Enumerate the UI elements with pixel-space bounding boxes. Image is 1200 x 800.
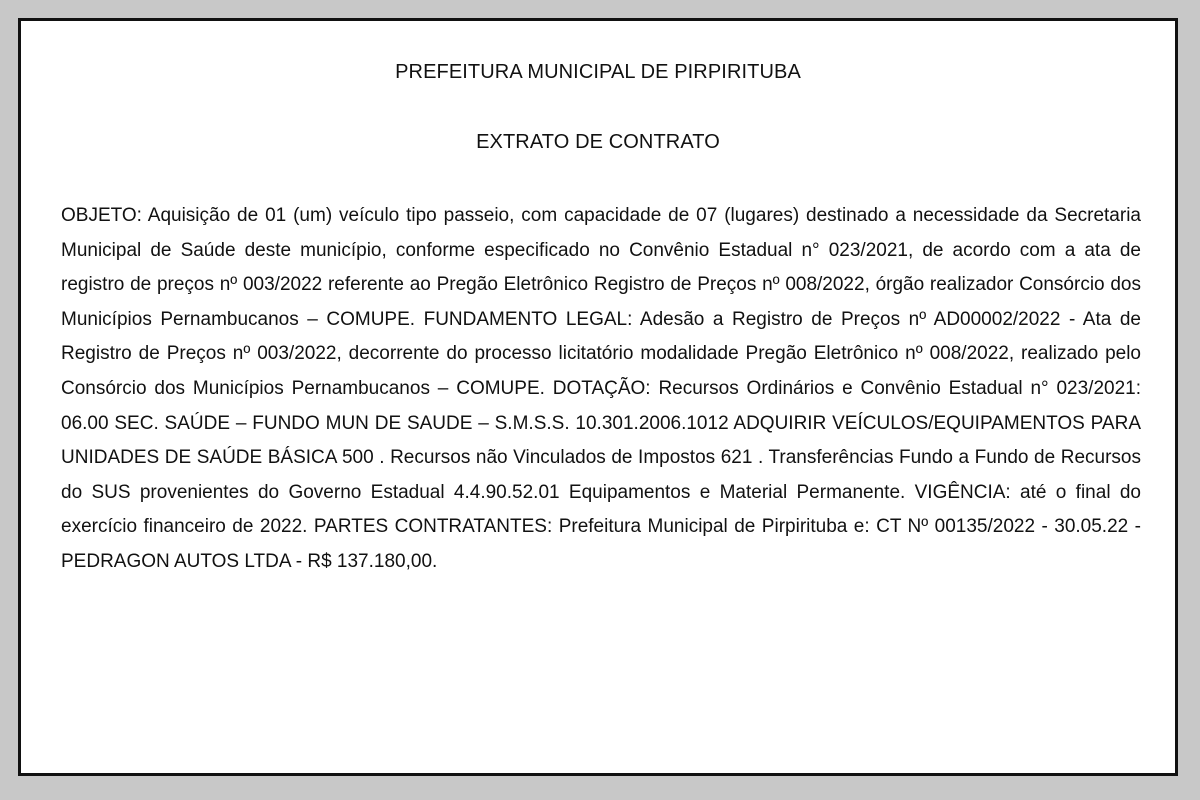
document-frame [18,18,1178,776]
document-title: EXTRATO DE CONTRATO [476,131,720,153]
contract-body-text: OBJETO: Aquisição de 01 (um) veículo tipo passeio, com capacidade de 07 (lugares) destinado a necessidade da Secretaria Municipal de Saúde deste município, conforme especificado no Convênio Estadual n° 023/2021, de acordo com a ata de registro de preços nº 003/2022 referente ao Pregão Eletrônico Registro de Preços nº 008/2022, órgão realizador Consórcio dos Municípios Pernambucanos – COMUPE. FUNDAMENTO LEGAL: Adesão a Registro de Preços nº AD00002/2022 - Ata de Registro de Preços nº 003/2022, decorrente do processo licitatório modalidade Pregão Eletrônico nº 008/2022, realizado pelo Consórcio dos Municípios Pernambucanos – COMUPE. DOTAÇÃO: Recursos Ordinários e Convênio Estadual n° 023/2021: 06.00 SEC. SAÚDE – FUNDO MUN DE SAUDE – S.M.S.S. 10.301.2006.1012 ADQUIRIR VEÍCULOS/EQUIPAMENTOS PARA UNIDADES DE SAÚDE BÁSICA 500 . Recursos não Vinculados de Impostos 621 . Transferências Fundo a Fundo de Recursos do SUS provenientes do Governo Estadual 4.4.90.52.01 Equipamentos e Material Permanente. VIGÊNCIA: até o final do exercício financeiro de 2022. PARTES CONTRATANTES: Prefeitura Municipal de Pirpirituba e: CT Nº 00135/2022 - 30.05.22 - PEDRAGON AUTOS LTDA - R$ 137.180,00. [61,205,1141,572]
organization-heading: PREFEITURA MUNICIPAL DE PIRPIRITUBA [395,61,801,83]
